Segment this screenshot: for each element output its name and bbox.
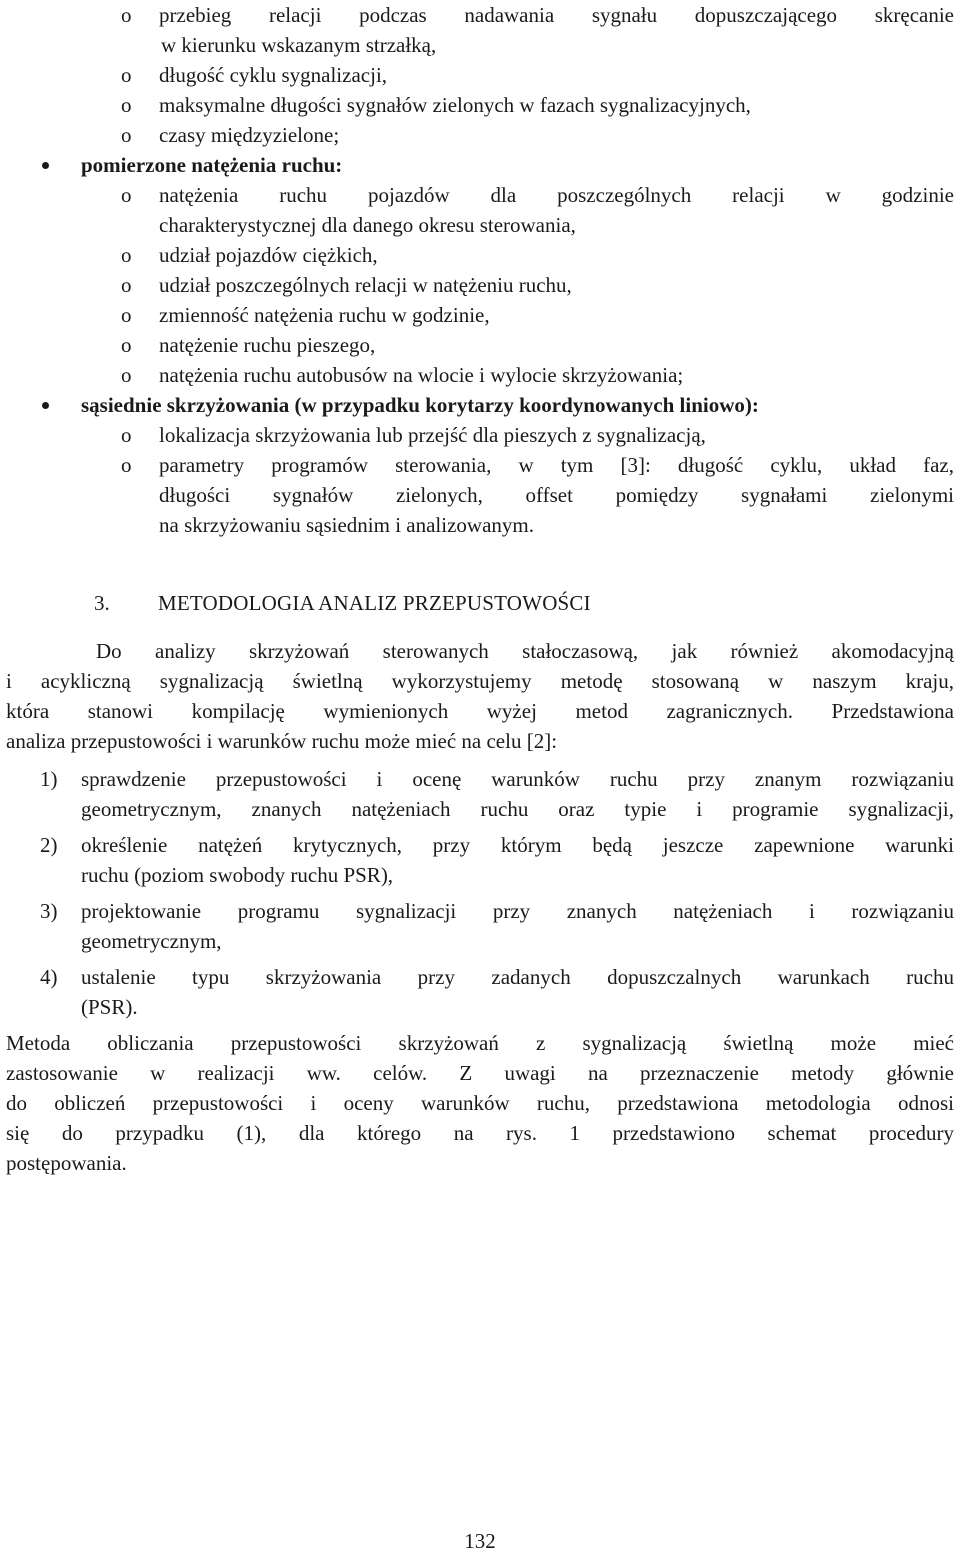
list-marker: o xyxy=(121,273,132,297)
list-item-text: czasy międzyzielone; xyxy=(159,123,340,147)
list-item-text: długość cyklu sygnalizacji, xyxy=(159,63,388,87)
closing-paragraph xyxy=(6,1028,954,1178)
list-item-text: natężenie ruchu pieszego, xyxy=(159,333,376,357)
paragraph-line: się do przypadku (1), dla którego na rys. 1 przedstawiono schemat procedury xyxy=(6,1121,954,1145)
goal-number: 1) xyxy=(40,767,58,791)
goal-item xyxy=(6,962,954,1022)
list-marker: o xyxy=(121,363,132,387)
list-item-text: w kierunku wskazanym strzałką, xyxy=(161,33,437,57)
list-item-text: przebieg relacji podczas nadawania sygnału dopuszczającego skręcanie xyxy=(159,3,954,27)
section-number: 3. xyxy=(94,591,110,615)
page-number: 132 xyxy=(464,1529,496,1553)
goal-number: 3) xyxy=(40,899,58,923)
list-item-text: lokalizacja skrzyżowania lub przejść dla pieszych z sygnalizacją, xyxy=(159,423,706,447)
paragraph-line: która stanowi kompilację wymienionych wyżej metod zagranicznych. Przedstawiona xyxy=(6,699,954,723)
goal-item xyxy=(6,830,954,890)
list-marker: o xyxy=(121,423,132,447)
paragraph-line: Metoda obliczania przepustowości skrzyżowań z sygnalizacją świetlną może mieć xyxy=(6,1031,954,1055)
list-marker: o xyxy=(121,63,132,87)
list-item-text: długości sygnałów zielonych, offset pomiędzy sygnałami zielonymi xyxy=(159,483,954,507)
list-item xyxy=(6,0,954,60)
section-label: pomierzone natężenia ruchu: xyxy=(81,153,343,177)
list-marker: o xyxy=(121,333,132,357)
list-marker: o xyxy=(121,3,132,27)
goal-text: geometrycznym, xyxy=(81,929,222,953)
goal-text: ruchu (poziom swobody ruchu PSR), xyxy=(81,863,394,887)
list-item xyxy=(6,360,954,390)
bullet-section xyxy=(6,150,954,180)
list-item xyxy=(6,270,954,300)
goal-text: geometrycznym, znanych natężeniach ruchu oraz typie i programie sygnalizacji, xyxy=(81,797,954,821)
list-item-text: udział pojazdów ciężkich, xyxy=(159,243,378,267)
paragraph-line: zastosowanie w realizacji ww. celów. Z uwagi na przeznaczenie metody głównie xyxy=(6,1061,954,1085)
list-item-text: zmienność natężenia ruchu w godzinie, xyxy=(159,303,490,327)
list-item-text: parametry programów sterowania, w tym [3]: długość cyklu, układ faz, xyxy=(159,453,954,477)
goal-text: sprawdzenie przepustowości i ocenę warunków ruchu przy znanym rozwiązaniu xyxy=(81,767,954,791)
list-marker: o xyxy=(121,303,132,327)
bullet-icon xyxy=(42,162,49,169)
bullet-icon xyxy=(42,402,49,409)
document-page xyxy=(6,0,954,1178)
paragraph-line: Do analizy skrzyżowań sterowanych stałoczasową, jak również akomodacyjną xyxy=(96,639,954,663)
intro-paragraph xyxy=(6,636,954,756)
list-marker: o xyxy=(121,123,132,147)
paragraph-line: i acykliczną sygnalizacją świetlną wykorzystujemy metodę stosowaną w naszym kraju, xyxy=(6,669,954,693)
paragraph-line: do obliczeń przepustowości i oceny warunków ruchu, przedstawiona metodologia odnosi xyxy=(6,1091,954,1115)
goal-number: 2) xyxy=(40,833,58,857)
paragraph-line: analiza przepustowości i warunków ruchu może mieć na celu [2]: xyxy=(6,729,558,753)
list-item-text: natężenia ruchu pojazdów dla poszczególnych relacji w godzinie xyxy=(159,183,954,207)
list-item xyxy=(6,420,954,450)
section-title: METODOLOGIA ANALIZ PRZEPUSTOWOŚCI xyxy=(158,591,591,615)
goal-text: (PSR). xyxy=(81,995,138,1019)
list-item xyxy=(6,300,954,330)
list-marker: o xyxy=(121,183,132,207)
list-item xyxy=(6,330,954,360)
goal-text: ustalenie typu skrzyżowania przy zadanych dopuszczalnych warunkach ruchu xyxy=(81,965,954,989)
list-item xyxy=(6,240,954,270)
list-item-text: charakterystycznej dla danego okresu sterowania, xyxy=(159,213,576,237)
list-item-text: natężenia ruchu autobusów na wlocie i wylocie skrzyżowania; xyxy=(159,363,684,387)
list-item xyxy=(6,450,954,540)
list-marker: o xyxy=(121,93,132,117)
section-heading xyxy=(6,588,954,618)
goal-number: 4) xyxy=(40,965,58,989)
goal-text: określenie natężeń krytycznych, przy którym będą jeszcze zapewnione warunki xyxy=(81,833,954,857)
goal-item xyxy=(6,764,954,824)
paragraph-line: postępowania. xyxy=(6,1151,127,1175)
list-item xyxy=(6,120,954,150)
list-item-text: na skrzyżowaniu sąsiednim i analizowanym. xyxy=(159,513,534,537)
list-item-text: udział poszczególnych relacji w natężeniu ruchu, xyxy=(159,273,572,297)
bullet-section xyxy=(6,390,954,420)
list-marker: o xyxy=(121,243,132,267)
goal-text: projektowanie programu sygnalizacji przy znanych natężeniach i rozwiązaniu xyxy=(81,899,954,923)
section-label: sąsiednie skrzyżowania (w przypadku korytarzy koordynowanych liniowo): xyxy=(81,393,759,417)
list-item-text: maksymalne długości sygnałów zielonych w fazach sygnalizacyjnych, xyxy=(159,93,751,117)
list-item xyxy=(6,60,954,90)
list-item xyxy=(6,90,954,120)
list-marker: o xyxy=(121,453,132,477)
goal-item xyxy=(6,896,954,956)
list-item xyxy=(6,180,954,240)
